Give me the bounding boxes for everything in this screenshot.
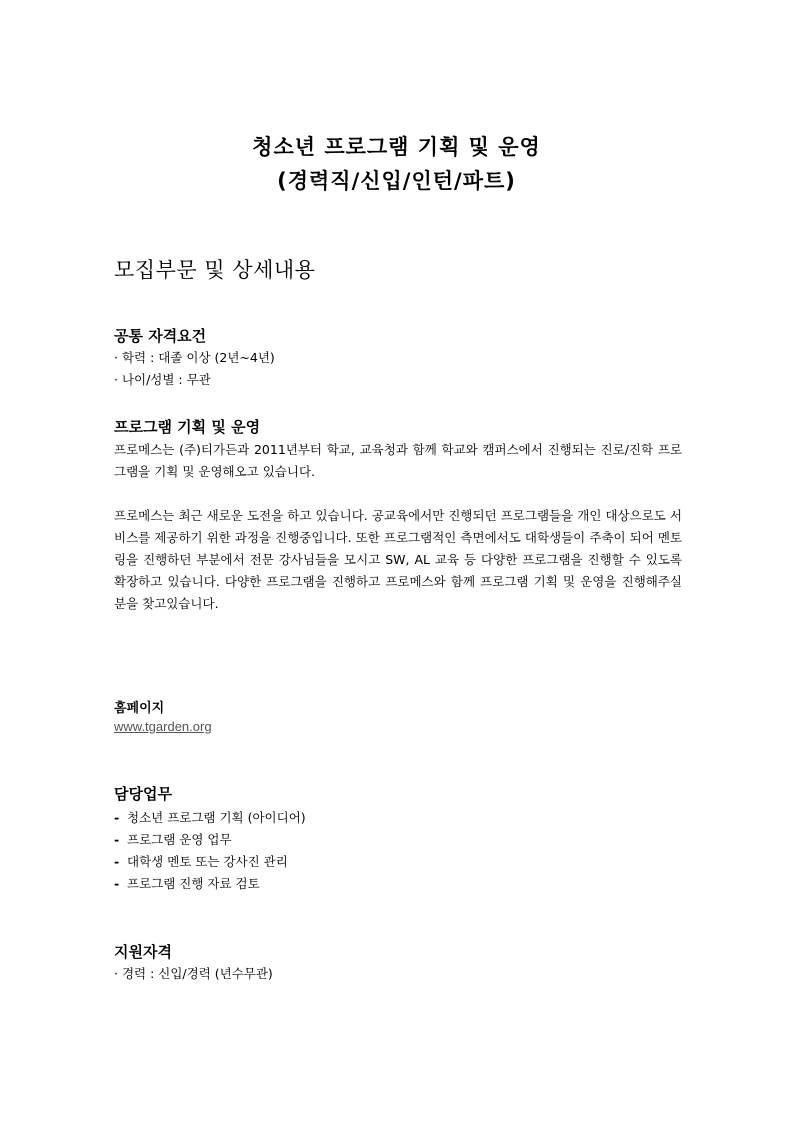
program-planning-heading: 프로그램 기획 및 운영 — [114, 418, 261, 436]
dash-bullet: - — [114, 854, 120, 869]
dash-bullet: - — [114, 810, 120, 825]
duty-item — [114, 852, 288, 870]
qualifications-heading: 지원자격 — [114, 943, 172, 961]
program-planning-paragraph-2: 프로메스는 최근 새로운 도전을 하고 있습니다. 공교육에서만 진행되던 프로그램들을 개인 대상으로도 서비스를 제공하기 위한 과정을 진행중입니다. 또한 프로그램적인 측면에서도 대학생들이 주축이 되어 멘토링을 진행하던 부분에서 전문 강사님들을 모시고 SW, AL 교육 등 다양한 프로그램을 진행할 수 있도록 확장하고 있습니다. 다양한 프로그램을 진행하고 프로메스와 함께 프로그램 기획 및 운영을 진행해주실 분을 찾고있습니다. — [114, 508, 682, 611]
recruitment-section-heading: 모집부문 및 상세내용 — [114, 258, 316, 282]
program-planning-paragraph-1: 프로메스는 (주)티가든과 2011년부터 학교, 교육청과 함께 학교와 캠퍼스에서 진행되는 진로/진학 프로그램을 기획 및 운영해오고 있습니다. — [114, 442, 682, 479]
common-requirement-age-gender: · 나이/성별 : 무관 — [114, 372, 211, 387]
duty-item-text: 대학생 멘토 또는 강사진 관리 — [127, 854, 288, 869]
page-title: 청소년 프로그램 기획 및 운영 — [252, 135, 541, 159]
duties-heading: 담당업무 — [114, 785, 172, 803]
dash-bullet: - — [114, 876, 120, 891]
qualification-experience: · 경력 : 신입/경력 (년수무관) — [114, 966, 273, 981]
duty-item — [114, 830, 232, 848]
duty-item — [114, 874, 260, 892]
duty-item — [114, 808, 306, 826]
homepage-heading: 홈페이지 — [114, 701, 165, 716]
page-subtitle: (경력직/신입/인턴/파트) — [277, 169, 516, 193]
duty-item-text: 프로그램 진행 자료 검토 — [127, 876, 260, 891]
common-requirement-education: · 학력 : 대졸 이상 (2년~4년) — [114, 350, 275, 365]
dash-bullet: - — [114, 832, 120, 847]
homepage-link[interactable]: www.tgarden.org — [114, 719, 212, 734]
duty-item-text: 프로그램 운영 업무 — [127, 832, 232, 847]
common-requirements-heading: 공통 자격요건 — [114, 327, 207, 345]
duty-item-text: 청소년 프로그램 기획 (아이디어) — [127, 810, 306, 825]
